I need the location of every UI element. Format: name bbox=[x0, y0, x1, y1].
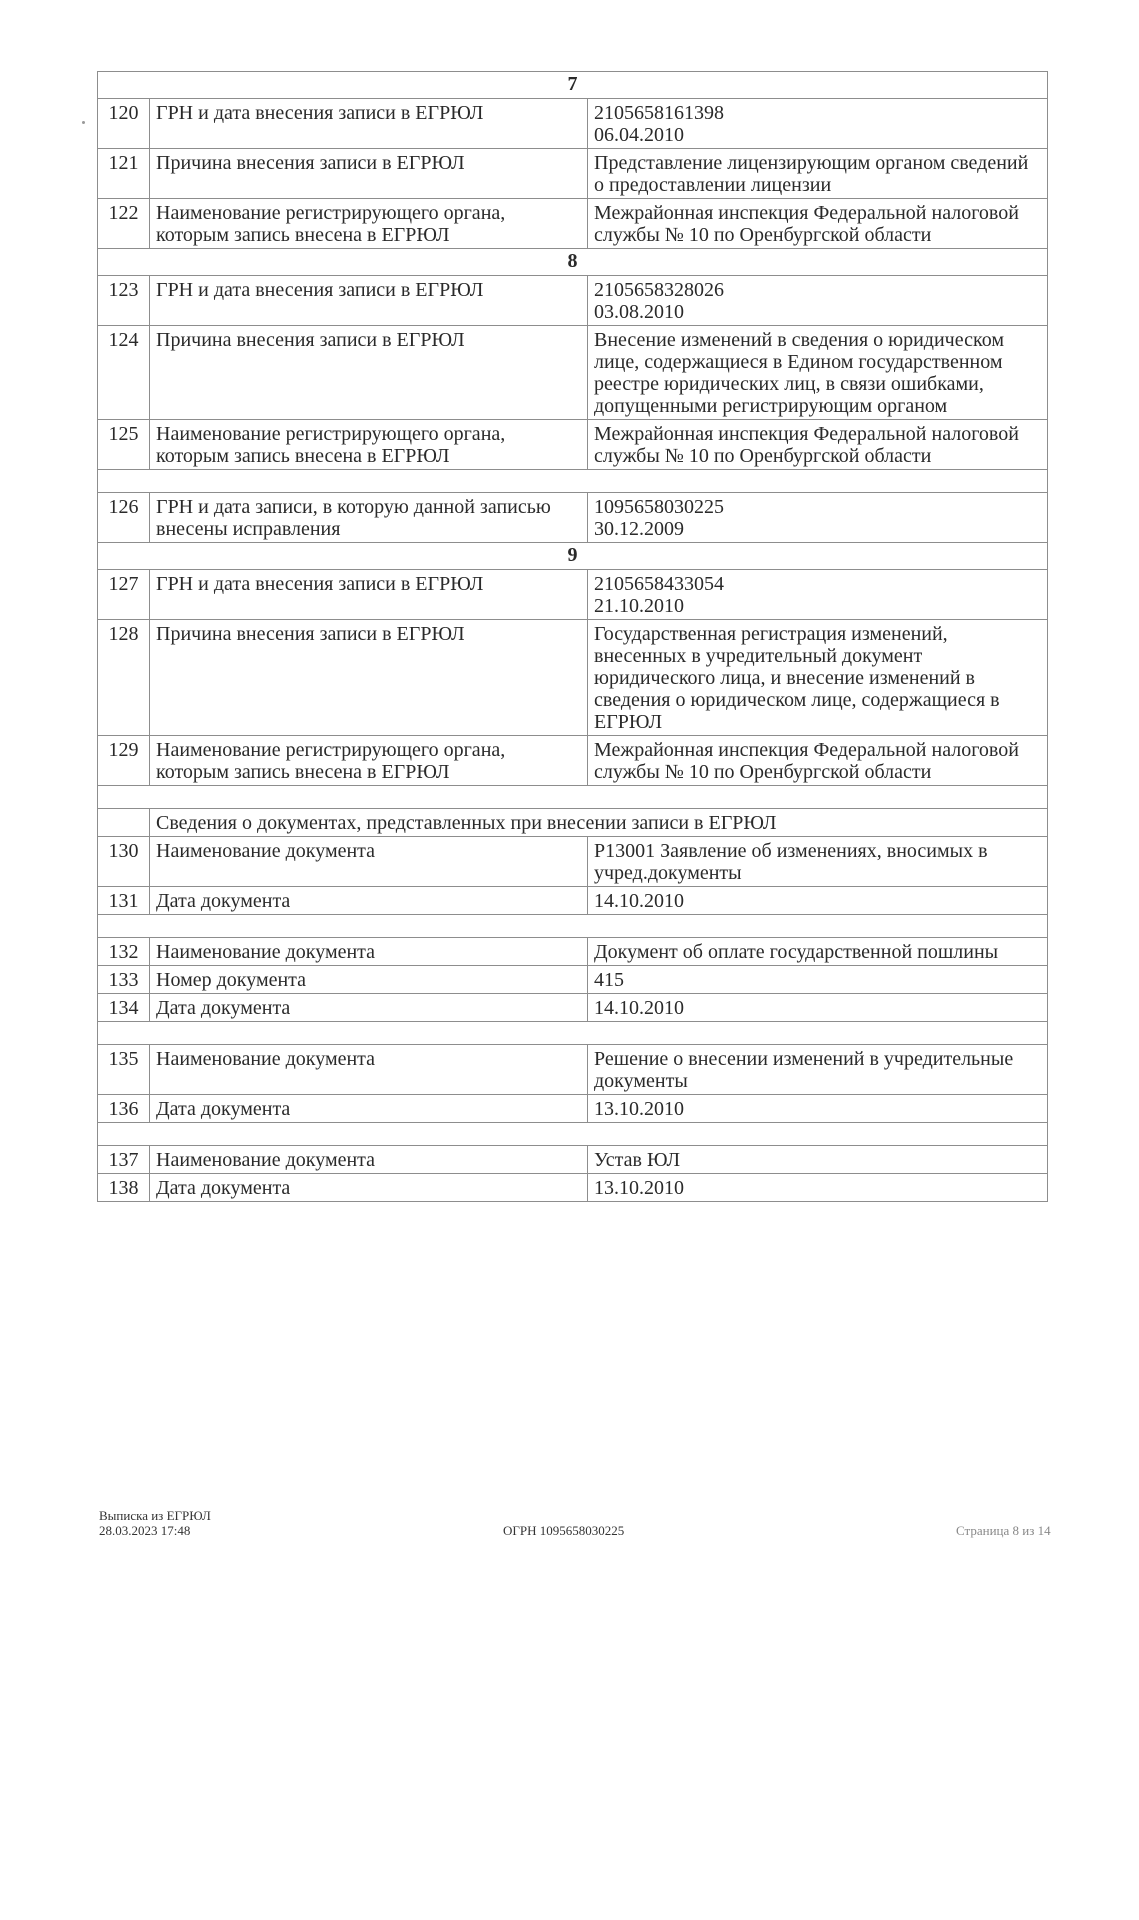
table-row bbox=[98, 1045, 1048, 1095]
row-number: 122 bbox=[98, 199, 150, 249]
section-header-row bbox=[98, 249, 1048, 276]
row-value: Документ об оплате государственной пошлины bbox=[588, 938, 1048, 966]
date-value: 30.12.2009 bbox=[594, 518, 684, 540]
row-value bbox=[588, 570, 1048, 620]
row-number: 132 bbox=[98, 938, 150, 966]
row-number: 137 bbox=[98, 1146, 150, 1174]
row-value: Внесение изменений в сведения о юридическом лице, содержащиеся в Едином государственном реестре юридических лиц, в связи ошибками, допущенными регистрирующим органом bbox=[588, 326, 1048, 420]
row-number: 138 bbox=[98, 1174, 150, 1202]
table-row bbox=[98, 887, 1048, 915]
row-label: Наименование документа bbox=[150, 938, 588, 966]
row-number: 125 bbox=[98, 420, 150, 470]
row-label: Наименование регистрирующего органа, которым запись внесена в ЕГРЮЛ bbox=[150, 199, 588, 249]
blank-row bbox=[98, 470, 1048, 493]
row-value: Межрайонная инспекция Федеральной налоговой службы № 10 по Оренбургской области bbox=[588, 736, 1048, 786]
row-value bbox=[588, 99, 1048, 149]
table-row bbox=[98, 994, 1048, 1022]
table-row bbox=[98, 199, 1048, 249]
grn-value: 2105658328026 bbox=[594, 279, 724, 301]
section-number: 7 bbox=[98, 72, 1048, 99]
row-label: Дата документа bbox=[150, 1174, 588, 1202]
blank-row bbox=[98, 1123, 1048, 1146]
section-number: 9 bbox=[98, 543, 1048, 570]
row-number: 135 bbox=[98, 1045, 150, 1095]
empty-number-cell bbox=[98, 809, 150, 837]
table-row bbox=[98, 326, 1048, 420]
row-number: 126 bbox=[98, 493, 150, 543]
table-row bbox=[98, 620, 1048, 736]
row-number: 121 bbox=[98, 149, 150, 199]
blank-cell bbox=[98, 786, 1048, 809]
table-row bbox=[98, 1095, 1048, 1123]
row-number: 120 bbox=[98, 99, 150, 149]
scan-speck bbox=[82, 121, 85, 124]
row-value: Р13001 Заявление об изменениях, вносимых в учред.документы bbox=[588, 837, 1048, 887]
row-number: 133 bbox=[98, 966, 150, 994]
row-value: Решение о внесении изменений в учредительные документы bbox=[588, 1045, 1048, 1095]
row-label: Наименование документа bbox=[150, 1146, 588, 1174]
grn-value: 2105658161398 bbox=[594, 102, 724, 124]
section-header-row bbox=[98, 72, 1048, 99]
table-row bbox=[98, 149, 1048, 199]
blank-cell bbox=[98, 1022, 1048, 1045]
row-label: Дата документа bbox=[150, 1095, 588, 1123]
row-label: Наименование регистрирующего органа, которым запись внесена в ЕГРЮЛ bbox=[150, 420, 588, 470]
row-label: ГРН и дата внесения записи в ЕГРЮЛ bbox=[150, 276, 588, 326]
blank-cell bbox=[98, 470, 1048, 493]
row-label: Причина внесения записи в ЕГРЮЛ bbox=[150, 149, 588, 199]
table-row bbox=[98, 837, 1048, 887]
footer-page-number: Страница 8 из 14 bbox=[956, 1523, 1051, 1538]
table-row bbox=[98, 99, 1048, 149]
row-label: Номер документа bbox=[150, 966, 588, 994]
section-number: 8 bbox=[98, 249, 1048, 276]
row-value: 415 bbox=[588, 966, 1048, 994]
row-number: 127 bbox=[98, 570, 150, 620]
row-value: Государственная регистрация изменений, внесенных в учредительный документ юридического лица, и внесение изменений в сведения о юридическом лице, содержащиеся в ЕГРЮЛ bbox=[588, 620, 1048, 736]
row-label: ГРН и дата внесения записи в ЕГРЮЛ bbox=[150, 99, 588, 149]
grn-value: 2105658433054 bbox=[594, 573, 724, 595]
row-label: ГРН и дата записи, в которую данной записью внесены исправления bbox=[150, 493, 588, 543]
row-label: Наименование документа bbox=[150, 1045, 588, 1095]
row-value: 14.10.2010 bbox=[588, 887, 1048, 915]
table-row bbox=[98, 1174, 1048, 1202]
blank-row bbox=[98, 786, 1048, 809]
row-value bbox=[588, 493, 1048, 543]
blank-cell bbox=[98, 915, 1048, 938]
table-row bbox=[98, 570, 1048, 620]
row-label: Наименование документа bbox=[150, 837, 588, 887]
row-number: 124 bbox=[98, 326, 150, 420]
footer-datetime: 28.03.2023 17:48 bbox=[99, 1523, 191, 1538]
blank-cell bbox=[98, 1123, 1048, 1146]
row-label: Дата документа bbox=[150, 887, 588, 915]
table-row bbox=[98, 420, 1048, 470]
documents-heading: Сведения о документах, представленных при внесении записи в ЕГРЮЛ bbox=[150, 809, 1048, 837]
row-label: Причина внесения записи в ЕГРЮЛ bbox=[150, 326, 588, 420]
row-value: 13.10.2010 bbox=[588, 1174, 1048, 1202]
row-number: 130 bbox=[98, 837, 150, 887]
row-value: Межрайонная инспекция Федеральной налоговой службы № 10 по Оренбургской области bbox=[588, 199, 1048, 249]
egrul-extract-table-container bbox=[97, 71, 1048, 1202]
date-value: 06.04.2010 bbox=[594, 124, 684, 146]
subsection-header-row bbox=[98, 809, 1048, 837]
row-value: Межрайонная инспекция Федеральной налоговой службы № 10 по Оренбургской области bbox=[588, 420, 1048, 470]
row-label: ГРН и дата внесения записи в ЕГРЮЛ bbox=[150, 570, 588, 620]
egrul-records-table bbox=[97, 71, 1048, 1202]
row-value: 14.10.2010 bbox=[588, 994, 1048, 1022]
table-row bbox=[98, 276, 1048, 326]
row-label: Наименование регистрирующего органа, которым запись внесена в ЕГРЮЛ bbox=[150, 736, 588, 786]
row-number: 131 bbox=[98, 887, 150, 915]
table-row bbox=[98, 1146, 1048, 1174]
blank-row bbox=[98, 915, 1048, 938]
row-number: 136 bbox=[98, 1095, 150, 1123]
footer-ogrn: ОГРН 1095658030225 bbox=[503, 1523, 625, 1538]
row-value: Представление лицензирующим органом сведений о предоставлении лицензии bbox=[588, 149, 1048, 199]
row-value: 13.10.2010 bbox=[588, 1095, 1048, 1123]
table-row bbox=[98, 938, 1048, 966]
table-row bbox=[98, 493, 1048, 543]
row-label: Причина внесения записи в ЕГРЮЛ bbox=[150, 620, 588, 736]
date-value: 03.08.2010 bbox=[594, 301, 684, 323]
section-header-row bbox=[98, 543, 1048, 570]
grn-value: 1095658030225 bbox=[594, 496, 724, 518]
footer-document-info bbox=[99, 1508, 211, 1538]
table-row bbox=[98, 736, 1048, 786]
row-value: Устав ЮЛ bbox=[588, 1146, 1048, 1174]
row-number: 128 bbox=[98, 620, 150, 736]
footer-title: Выписка из ЕГРЮЛ bbox=[99, 1508, 211, 1523]
row-number: 123 bbox=[98, 276, 150, 326]
blank-row bbox=[98, 1022, 1048, 1045]
row-number: 134 bbox=[98, 994, 150, 1022]
row-label: Дата документа bbox=[150, 994, 588, 1022]
table-row bbox=[98, 966, 1048, 994]
row-number: 129 bbox=[98, 736, 150, 786]
row-value bbox=[588, 276, 1048, 326]
date-value: 21.10.2010 bbox=[594, 595, 684, 617]
